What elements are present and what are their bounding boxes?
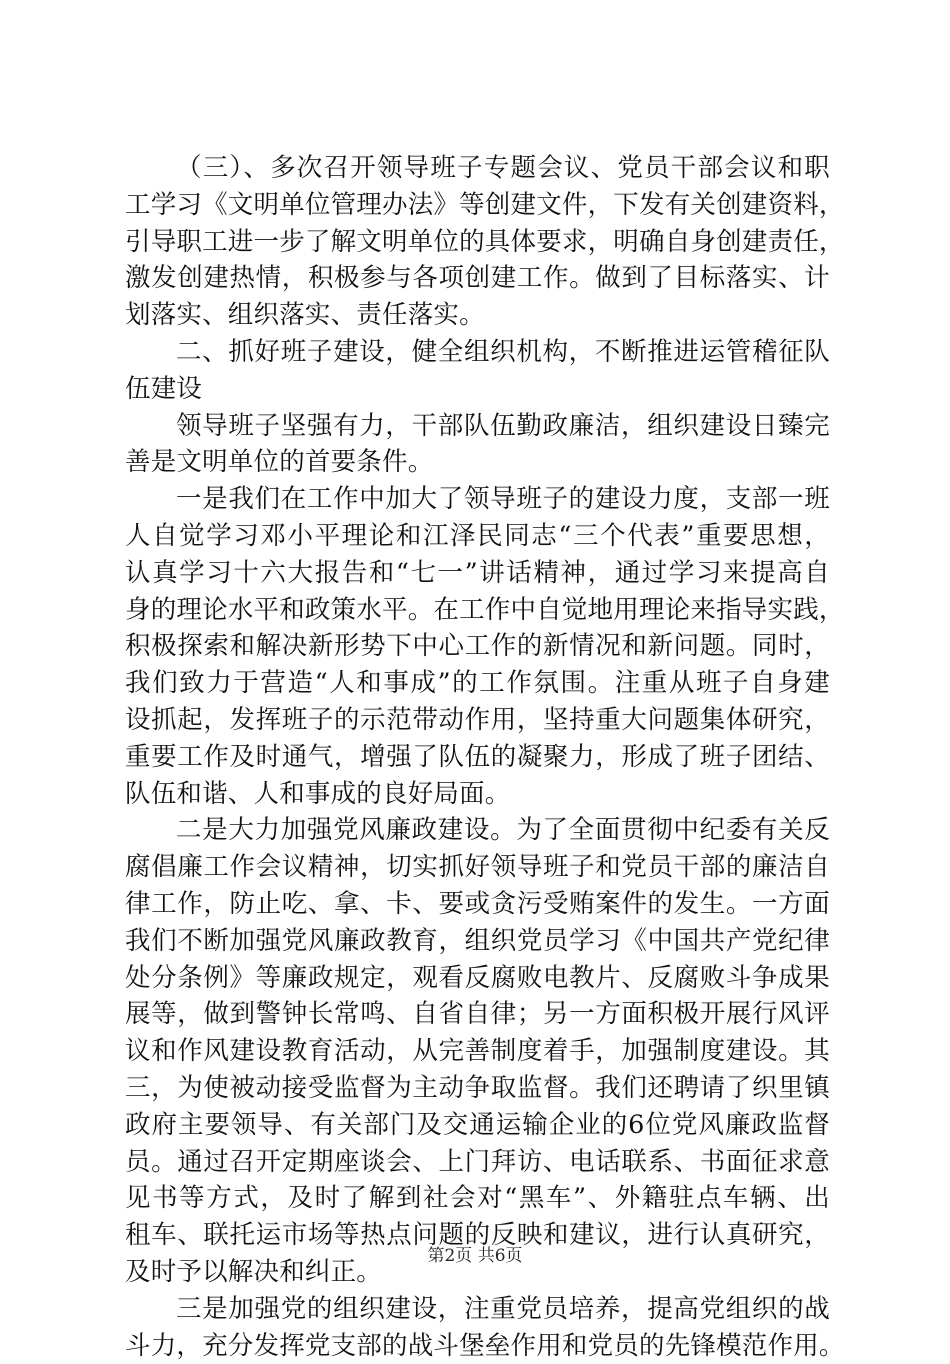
paragraph-first-line: （三）、多次召开领导班子专题会议、党员干部会议和职 xyxy=(125,150,830,187)
paragraph-line: 认真学习十六大报告和“七一”讲话精神，通过学习来提高自 xyxy=(125,555,830,592)
paragraph-line: 队伍和谐、人和事成的良好局面。 xyxy=(125,776,830,813)
paragraph-line: 善是文明单位的首要条件。 xyxy=(125,444,830,481)
paragraph-line: 处分条例》等廉政规定，观看反腐败电教片、反腐败斗争成果 xyxy=(125,960,830,997)
page-footer: 第2页 共6页 xyxy=(0,1245,950,1267)
paragraph-line: 积极探索和解决新形势下中心工作的新情况和新问题。同时， xyxy=(125,628,830,665)
paragraph-first-line: 三是加强党的组织建设，注重党员培养，提高党组织的战 xyxy=(125,1291,830,1328)
paragraph-line: 工学习《文明单位管理办法》等创建文件，下发有关创建资料， xyxy=(125,187,830,224)
paragraph-line: 人自觉学习邓小平理论和江泽民同志“三个代表”重要思想， xyxy=(125,518,830,555)
paragraph-first-line: 一是我们在工作中加大了领导班子的建设力度，支部一班 xyxy=(125,481,830,518)
paragraph-line: 设抓起，发挥班子的示范带动作用，坚持重大问题集体研究， xyxy=(125,702,830,739)
paragraph-line: 见书等方式，及时了解到社会对“黑车”、外籍驻点车辆、出 xyxy=(125,1180,830,1217)
document-body xyxy=(125,150,830,1364)
paragraph-line: 引导职工进一步了解文明单位的具体要求，明确自身创建责任， xyxy=(125,224,830,261)
paragraph-line: 政府主要领导、有关部门及交通运输企业的6位党风廉政监督 xyxy=(125,1107,830,1144)
paragraph-line: 议和作风建设教育活动，从完善制度着手，加强制度建设。其 xyxy=(125,1033,830,1070)
paragraph-line: 腐倡廉工作会议精神，切实抓好领导班子和党员干部的廉洁自 xyxy=(125,849,830,886)
paragraph-first-line: 领导班子坚强有力，干部队伍勤政廉洁，组织建设日臻完 xyxy=(125,408,830,445)
paragraph-line: 激发创建热情，积极参与各项创建工作。做到了目标落实、计 xyxy=(125,260,830,297)
paragraph-line: 租车、联托运市场等热点问题的反映和建议，进行认真研究， xyxy=(125,1217,830,1254)
paragraph-line: 展等，做到警钟长常鸣、自省自律；另一方面积极开展行风评 xyxy=(125,996,830,1033)
paragraph-line: 重要工作及时通气，增强了队伍的凝聚力，形成了班子团结、 xyxy=(125,739,830,776)
paragraph-line: 身的理论水平和政策水平。在工作中自觉地用理论来指导实践， xyxy=(125,592,830,629)
paragraph-line: 斗力，充分发挥党支部的战斗堡垒作用和党员的先锋模范作用。 xyxy=(125,1328,830,1364)
paragraph-first-line: 二、抓好班子建设，健全组织机构，不断推进运管稽征队 xyxy=(125,334,830,371)
paragraph-line: 划落实、组织落实、责任落实。 xyxy=(125,297,830,334)
paragraph-line: 律工作，防止吃、拿、卡、要或贪污受贿案件的发生。一方面 xyxy=(125,886,830,923)
paragraph-line: 三，为使被动接受监督为主动争取监督。我们还聘请了织里镇 xyxy=(125,1070,830,1107)
paragraph-line: 我们致力于营造“人和事成”的工作氛围。注重从班子自身建 xyxy=(125,665,830,702)
paragraph-line: 伍建设 xyxy=(125,371,830,408)
paragraph-line: 及时予以解决和纠正。 xyxy=(125,1254,830,1291)
paragraph-line: 我们不断加强党风廉政教育，组织党员学习《中国共产党纪律 xyxy=(125,923,830,960)
paragraph-first-line: 二是大力加强党风廉政建设。为了全面贯彻中纪委有关反 xyxy=(125,812,830,849)
paragraph-line: 员。通过召开定期座谈会、上门拜访、电话联系、书面征求意 xyxy=(125,1144,830,1181)
